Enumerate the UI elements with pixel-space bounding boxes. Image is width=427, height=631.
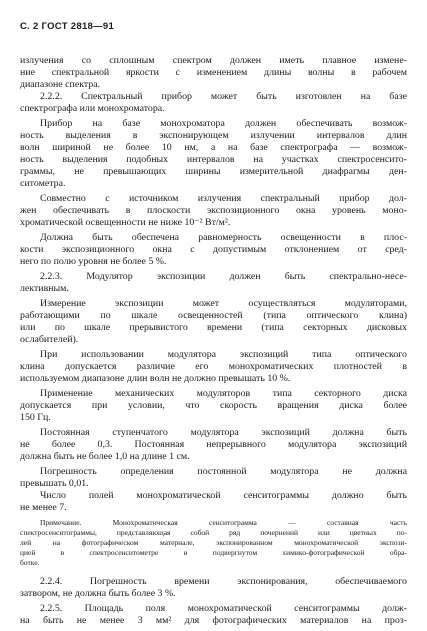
text-line: Совместно с источником излучения спектральный прибор дол- bbox=[40, 193, 407, 204]
text-line: 2.2.4. Погрешность времени экспонирования, обеспечиваемого bbox=[40, 576, 407, 587]
text-line: ослабителей). bbox=[20, 334, 79, 345]
text-line: жен обеспечивать в плоскости экспозиционного окна уровень моно- bbox=[20, 205, 407, 216]
text-line: превышать 0,01. bbox=[20, 478, 89, 489]
text-line: Прибор на базе монохроматора должен обеспечивать возмож- bbox=[40, 118, 407, 129]
text-line: Погрешность определения постоянной модулятора не должна bbox=[40, 466, 407, 477]
text-line: на быть не менее 3 мм² для фотографических материалов на проз- bbox=[20, 615, 407, 626]
text-line: кости экспозиционного окна с допустимым отклонением от сред- bbox=[20, 244, 407, 255]
text-line: лективным. bbox=[20, 283, 69, 294]
text-line: волн шириной не более 10 нм, а на базе спектрографа — возмож- bbox=[20, 142, 407, 153]
text-line: хроматической освещенности не ниже 10⁻² Вт/м². bbox=[20, 217, 231, 228]
text-line: При использовании модулятора экспозиций типа оптического bbox=[40, 349, 407, 360]
text-line: допускается при условии, что скорость вращения диска более bbox=[20, 400, 407, 411]
note-line: цией в спектросенситометре и подвергнутом химико-фотографической обра- bbox=[20, 548, 407, 557]
text-line: не менее 7. bbox=[20, 502, 67, 513]
text-line: Применение механических модуляторов типа секторного диска bbox=[40, 388, 407, 399]
text-line: Постоянная ступенчатого модулятора экспозиций должна быть bbox=[40, 427, 407, 438]
text-line: ситометра. bbox=[20, 178, 66, 189]
text-line: используемом диапазоне длин волн не должно превышать 10 %. bbox=[20, 373, 291, 384]
text-line: диапазоне спектра. bbox=[20, 79, 101, 90]
note-line: ботке. bbox=[20, 558, 40, 567]
text-line: граммы, не превышающих ширины измерительной диафрагмы ден- bbox=[20, 166, 407, 177]
text-line: или по шкале прерывистого времени (типа секторных дисковых bbox=[20, 322, 407, 333]
text-line: Число полей монохроматической сенситограммы должно быть bbox=[40, 490, 407, 501]
text-line: 2.2.2. Спектральный прибор может быть изготовлен на базе bbox=[40, 91, 407, 102]
text-line: клина допускается различие его монохроматических плотностей в bbox=[20, 361, 407, 372]
text-line: Должна быть обеспечена равномерность освещенности в плос- bbox=[40, 232, 407, 243]
text-line: 2.2.3. Модулятор экспозиции должен быть спектрально-несе- bbox=[40, 271, 407, 282]
text-line: Измерение экспозиции может осуществляться модуляторами, bbox=[40, 298, 407, 309]
text-line: 150 Гц. bbox=[20, 412, 51, 423]
text-line: ние спектральной яркости с изменением длины волны в рабочем bbox=[20, 67, 407, 78]
note-line: спектросенситограммы, представляющая собой ряд почернений или цветных по- bbox=[20, 528, 407, 537]
text-line: излучения со сплошным спектром должен иметь плавное измене- bbox=[20, 55, 407, 66]
text-line: него по полю уровня не более 5 %. bbox=[20, 256, 167, 267]
text-line: 2.2.5. Площадь поля монохроматической сенситограммы долж- bbox=[40, 603, 407, 614]
page-header: С. 2 ГОСТ 2818—91 bbox=[20, 21, 115, 32]
text-line: ность выделения в экспонирующем излучении интервалов длин bbox=[20, 130, 407, 141]
text-line: спектрографа или монохроматора. bbox=[20, 103, 165, 114]
note-line: Примечание. Монохроматическая сенситограмма — составная часть bbox=[40, 518, 407, 527]
text-line: должна быть не более 1,0 на длине 1 см. bbox=[20, 451, 190, 462]
text-line: затвором, не должна быть более 3 %. bbox=[20, 588, 176, 599]
text-line: ность выделения подобных интервалов на участках спектросенсито- bbox=[20, 154, 407, 165]
text-line: работающими по шкале освещенностей (типа оптического клина) bbox=[20, 310, 407, 321]
note-line: лей на фотографическом материале, экспонированном монохроматической экспози- bbox=[20, 538, 407, 547]
text-line: не более 0,3. Постоянная непрерывного модулятора экспозиций bbox=[20, 439, 407, 450]
